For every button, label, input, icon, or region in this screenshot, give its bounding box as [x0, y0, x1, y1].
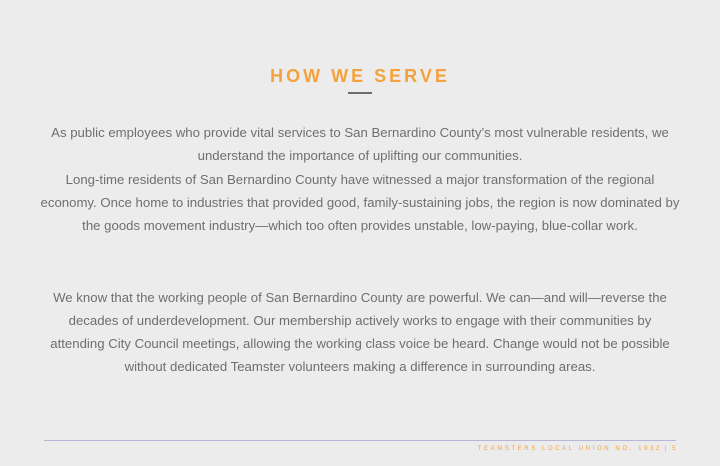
intro-paragraph: As public employees who provide vital services to San Bernardino County’s most vulnerable residents, we understand the importance of uplifting our communities. [51, 125, 669, 163]
footer-org-name: TEAMSTERS LOCAL UNION NO. 1932 [477, 446, 662, 452]
title-underline [348, 92, 372, 94]
footer-separator: | [664, 446, 670, 452]
membership-paragraph: We know that the working people of San Bernardino County are powerful. We can—and will—reverse the decades of underdevelopment. Our membership actively works to engage with their communities by attending City Council meetings, allowing the working class voice be heard. Change would not be possible without dedicated Teamster volunteers making a difference in surrounding areas. [50, 290, 670, 374]
footer [478, 446, 678, 452]
footer-divider [44, 440, 676, 441]
page-title: HOW WE SERVE [270, 66, 450, 86]
page-number: 5 [672, 446, 678, 452]
economy-paragraph: Long-time residents of San Bernardino County have witnessed a major transformation of the regional economy. Once home to industries that provided good, family-sustaining jobs, the region is now dominated by the goods movement industry—which too often provides unstable, low-paying, blue-collar work. [40, 172, 680, 233]
